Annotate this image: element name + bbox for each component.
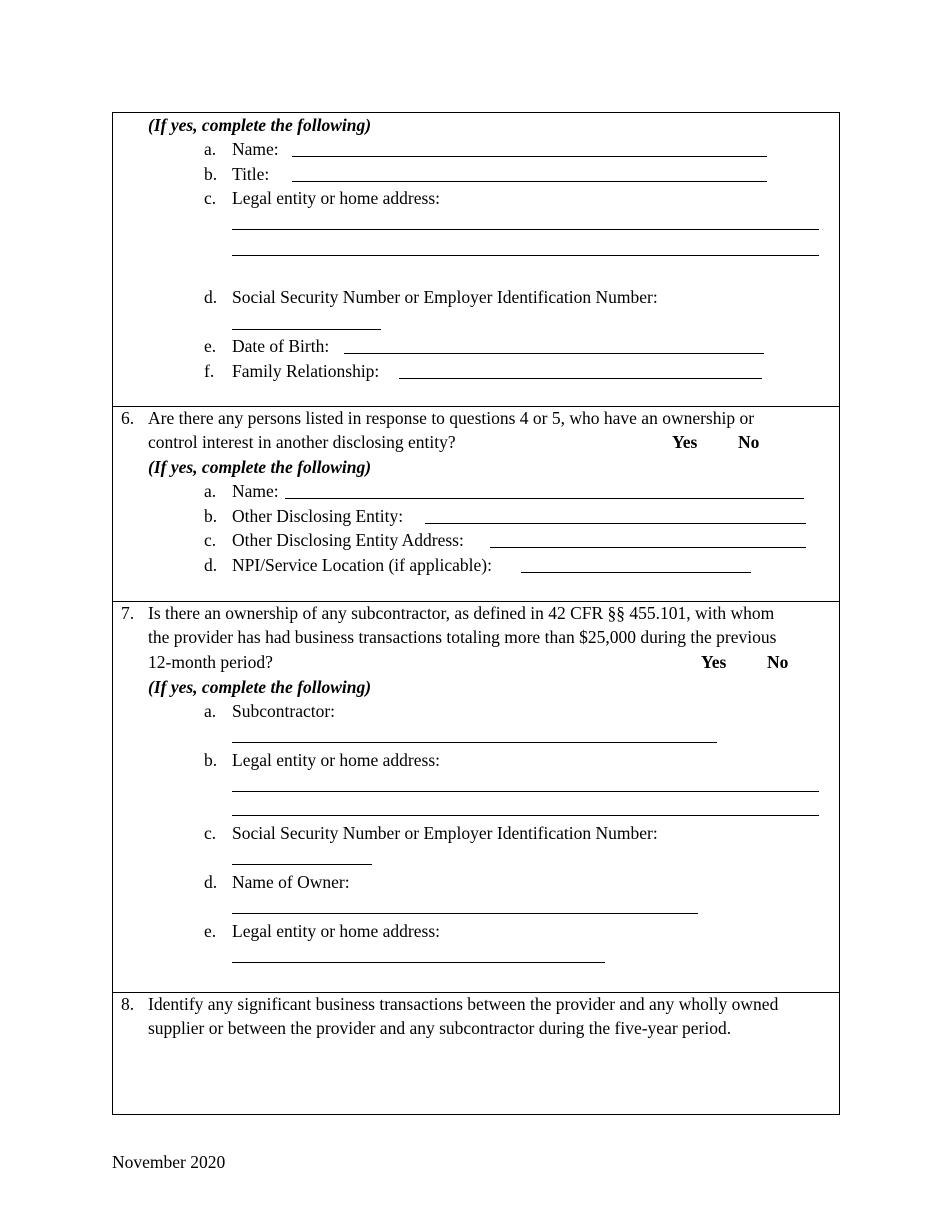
owner-name-label: Name of Owner: — [232, 872, 350, 892]
item-letter: b. — [204, 750, 218, 770]
item-letter: d. — [204, 287, 218, 307]
family-relationship-label: Family Relationship: — [232, 361, 380, 381]
ssn-ein-label: Social Security Number or Employer Identification Number: — [232, 823, 658, 843]
item-letter: c. — [204, 530, 217, 550]
disclosure-form-table — [112, 112, 840, 1115]
address-field-line-1[interactable] — [232, 229, 819, 230]
owner-name-field[interactable] — [232, 913, 698, 914]
other-entity-address-label: Other Disclosing Entity Address: — [232, 530, 464, 550]
item-letter: c. — [204, 823, 217, 843]
address-label: Legal entity or home address: — [232, 750, 440, 770]
question-text-line: Identify any significant business transactions between the provider and any wholly owned — [148, 994, 779, 1014]
section-6-instruction: (If yes, complete the following) — [148, 457, 372, 477]
section-5-instruction: (If yes, complete the following) — [148, 115, 372, 135]
address-field-line-1[interactable] — [232, 791, 819, 792]
name-field[interactable] — [285, 498, 804, 499]
other-entity-field[interactable] — [425, 523, 806, 524]
item-letter: d. — [204, 555, 218, 575]
yes-option[interactable]: Yes — [701, 652, 727, 672]
address-field-line-2[interactable] — [232, 815, 819, 816]
other-entity-address-field[interactable] — [490, 547, 806, 548]
address-field-line-2[interactable] — [232, 255, 819, 256]
item-letter: a. — [204, 701, 217, 721]
item-letter: b. — [204, 506, 218, 526]
dob-field[interactable] — [344, 353, 764, 354]
section-8-cell — [113, 993, 839, 1114]
question-number: 7. — [121, 603, 135, 623]
item-letter: a. — [204, 139, 217, 159]
item-letter: e. — [204, 336, 217, 356]
question-text-line: Are there any persons listed in response to questions 4 or 5, who have an ownership or — [148, 408, 755, 428]
section-6-cell — [113, 407, 839, 602]
family-relationship-field[interactable] — [399, 378, 762, 379]
item-letter: f. — [204, 361, 215, 381]
subcontractor-label: Subcontractor: — [232, 701, 336, 721]
item-letter: c. — [204, 188, 217, 208]
section-7-instruction: (If yes, complete the following) — [148, 677, 372, 697]
name-label: Name: — [232, 139, 279, 159]
title-label: Title: — [232, 164, 270, 184]
address-label: Legal entity or home address: — [232, 188, 440, 208]
item-letter: b. — [204, 164, 218, 184]
address-label: Legal entity or home address: — [232, 921, 440, 941]
section-7-cell — [113, 602, 839, 993]
question-number: 8. — [121, 994, 135, 1014]
question-text-line: supplier or between the provider and any subcontractor during the five-year period. — [148, 1018, 732, 1038]
other-entity-label: Other Disclosing Entity: — [232, 506, 404, 526]
name-field[interactable] — [292, 156, 767, 157]
dob-label: Date of Birth: — [232, 336, 330, 356]
name-label: Name: — [232, 481, 279, 501]
yes-option[interactable]: Yes — [672, 432, 698, 452]
title-field[interactable] — [292, 181, 767, 182]
question-text-line: Is there an ownership of any subcontractor, as defined in 42 CFR §§ 455.101, with whom — [148, 603, 775, 623]
address-field[interactable] — [232, 962, 605, 963]
footer-date: November 2020 — [112, 1152, 226, 1172]
ssn-ein-field[interactable] — [232, 864, 372, 865]
item-letter: a. — [204, 481, 217, 501]
ssn-ein-field[interactable] — [232, 329, 381, 330]
item-letter: d. — [204, 872, 218, 892]
question-text-line: control interest in another disclosing entity? — [148, 432, 456, 452]
no-option[interactable]: No — [767, 652, 789, 672]
item-letter: e. — [204, 921, 217, 941]
subcontractor-field[interactable] — [232, 742, 717, 743]
question-text-line: 12-month period? — [148, 652, 273, 672]
npi-field[interactable] — [521, 572, 751, 573]
ssn-ein-label: Social Security Number or Employer Identification Number: — [232, 287, 658, 307]
npi-label: NPI/Service Location (if applicable): — [232, 555, 492, 575]
no-option[interactable]: No — [738, 432, 760, 452]
section-5-cell — [113, 113, 839, 407]
question-text-line: the provider has had business transactions totaling more than $25,000 during the previous — [148, 627, 777, 647]
question-number: 6. — [121, 408, 135, 428]
